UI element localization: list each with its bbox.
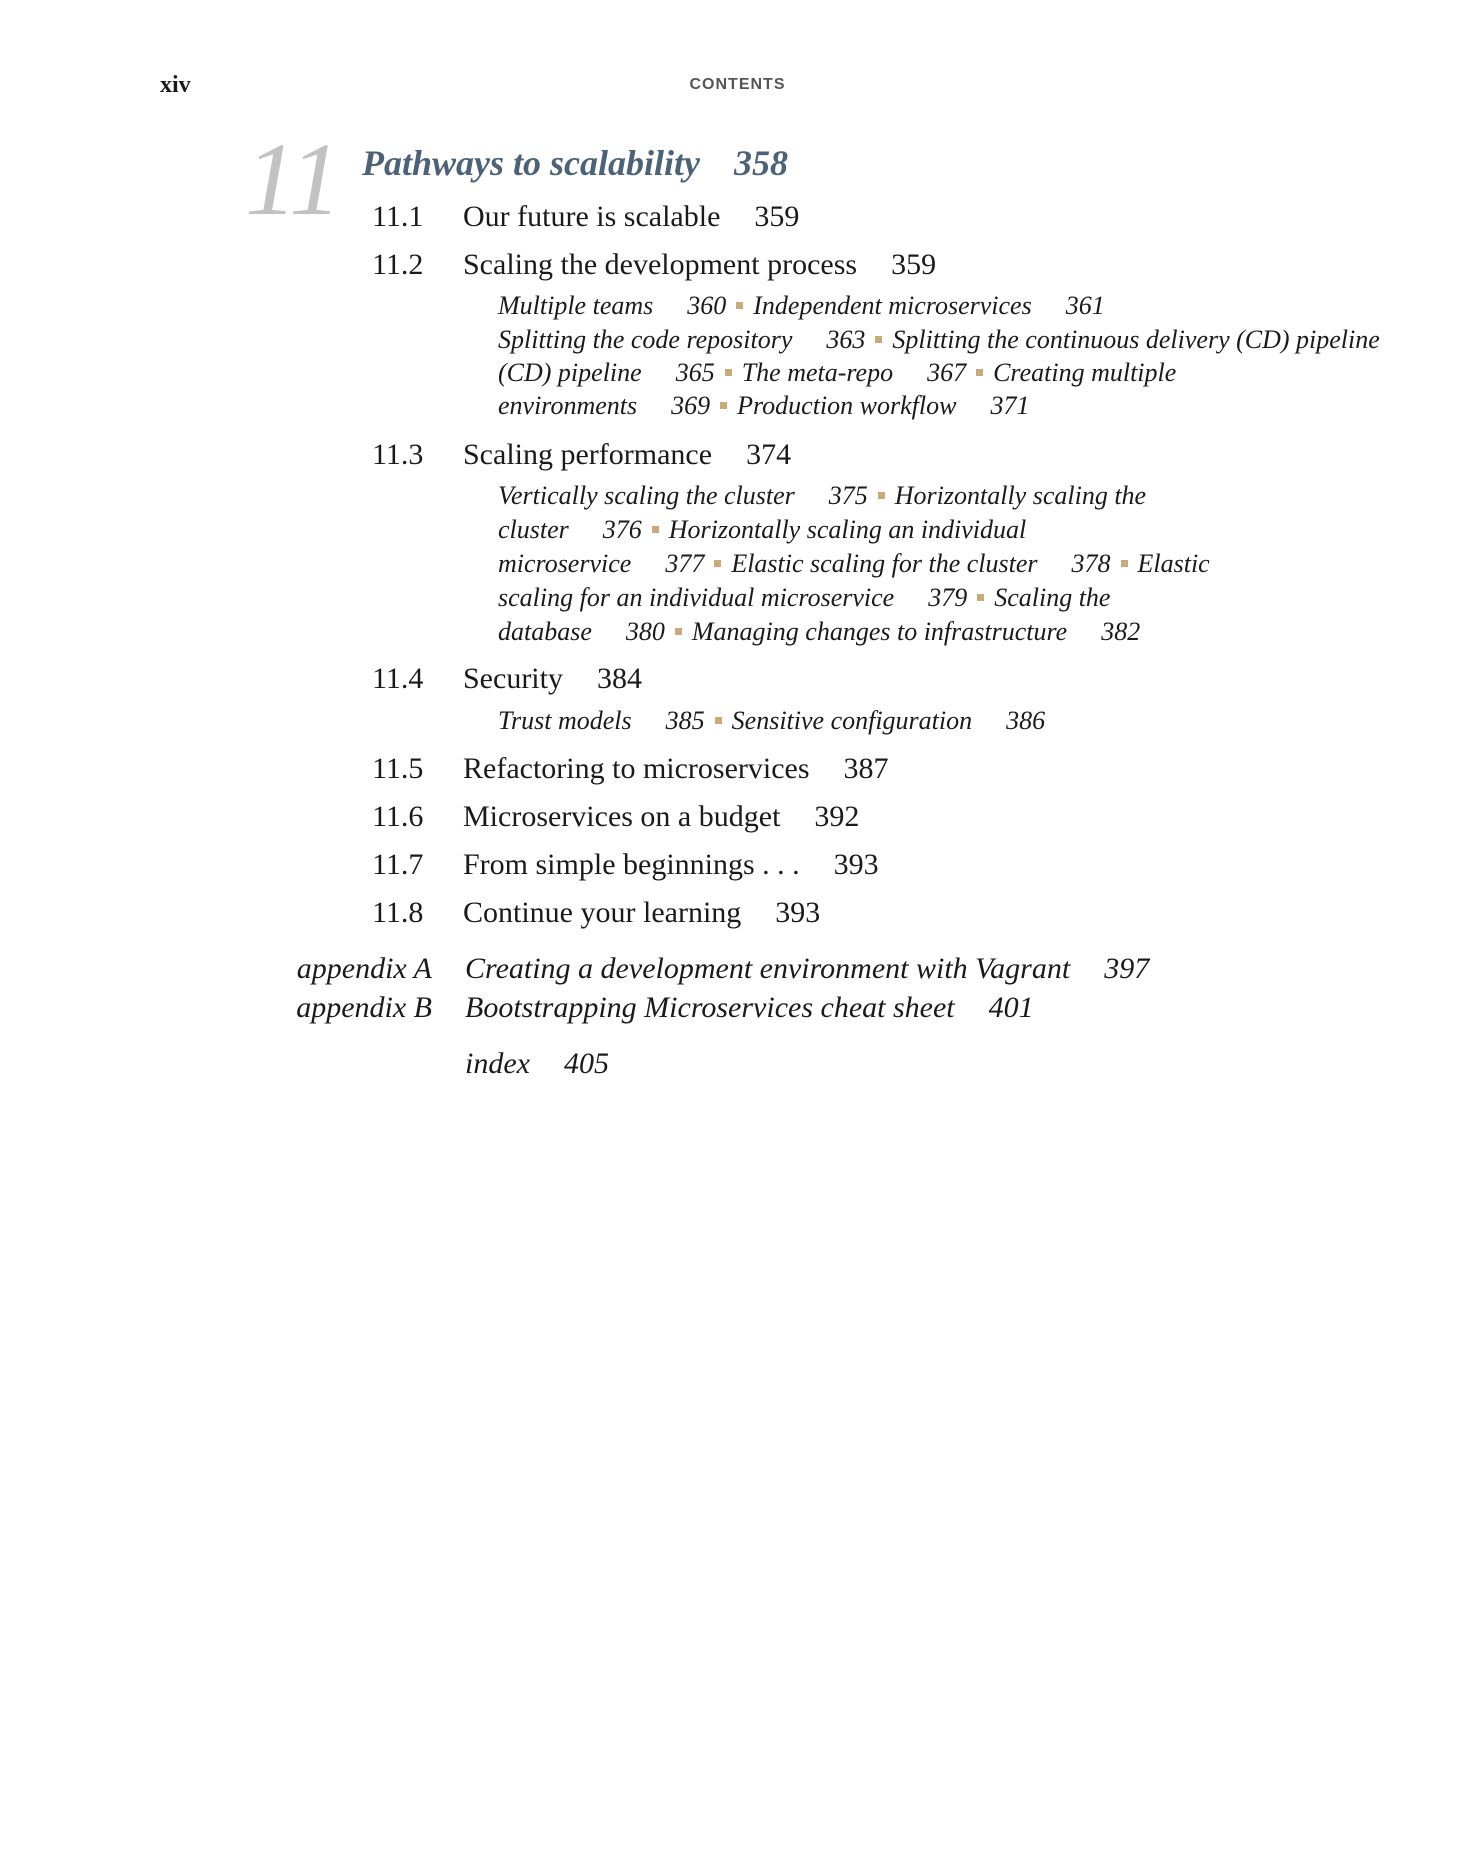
subsection-page: 378	[1071, 549, 1111, 578]
section-title: Continue your learning	[463, 896, 742, 929]
subsection-page: 382	[1101, 617, 1141, 646]
toc-section[interactable]	[372, 248, 936, 282]
bullet-separator-icon	[725, 369, 732, 376]
toc-section[interactable]	[372, 438, 791, 472]
subsection-title-continued: (CD) pipeline	[498, 358, 642, 387]
toc-subsection-line	[498, 358, 1176, 388]
chapter-title[interactable]	[362, 142, 788, 184]
section-number: 11.2	[372, 248, 424, 281]
section-number: 11.8	[372, 896, 424, 929]
section-page: 384	[596, 662, 642, 695]
bullet-separator-icon	[977, 594, 984, 601]
section-page: 359	[754, 200, 800, 233]
section-number: 11.5	[372, 752, 424, 785]
appendix-title: Creating a development environment with Vagrant	[465, 952, 1071, 985]
subsection-title[interactable]: Vertically scaling the cluster	[498, 481, 795, 510]
toc-subsection-line	[498, 391, 1029, 421]
bullet-separator-icon	[714, 560, 721, 567]
appendix-label: appendix B	[296, 991, 432, 1024]
subsection-title[interactable]: Independent microservices	[753, 291, 1032, 320]
subsection-page: 371	[990, 391, 1030, 420]
subsection-page: 380	[625, 617, 665, 646]
toc-section[interactable]	[372, 896, 820, 930]
subsection-title-continued: cluster	[498, 515, 569, 544]
subsection-title-part[interactable]: Elastic	[1137, 549, 1210, 578]
subsection-title[interactable]: Multiple teams	[498, 291, 654, 320]
appendix-label: appendix A	[296, 952, 432, 985]
bullet-separator-icon	[715, 717, 722, 724]
index-entry[interactable]	[465, 1047, 609, 1081]
section-number: 11.3	[372, 438, 424, 471]
toc-section[interactable]	[372, 200, 799, 234]
toc-subsection-line	[498, 549, 1210, 579]
subsection-title[interactable]: Production workflow	[737, 391, 957, 420]
subsection-title[interactable]: Trust models	[498, 706, 632, 735]
toc-subsection-line	[498, 515, 1026, 545]
toc-subsection-line	[498, 325, 1380, 355]
bullet-separator-icon	[736, 302, 743, 309]
subsection-title-part[interactable]: Scaling the	[994, 583, 1111, 612]
section-page: 359	[891, 248, 937, 281]
section-title: Scaling the development process	[463, 248, 858, 281]
subsection-page: 360	[687, 291, 727, 320]
subsection-title-part[interactable]: Horizontally scaling the	[894, 481, 1147, 510]
index-label: index	[465, 1047, 530, 1080]
section-title: Microservices on a budget	[463, 800, 781, 833]
toc-subsection-line	[498, 291, 1105, 321]
section-page: 374	[746, 438, 792, 471]
subsection-page: 375	[828, 481, 868, 510]
section-title: Refactoring to microservices	[463, 752, 810, 785]
toc-subsection-line	[498, 583, 1110, 613]
appendix-page: 401	[988, 991, 1034, 1024]
appendix-entry[interactable]	[465, 952, 1149, 986]
section-number: 11.1	[372, 200, 424, 233]
toc-subsection-line	[498, 617, 1140, 647]
subsection-page: 377	[665, 549, 705, 578]
section-title: Our future is scalable	[463, 200, 721, 233]
bullet-separator-icon	[976, 369, 983, 376]
toc-section[interactable]	[372, 848, 879, 882]
bullet-separator-icon	[675, 628, 682, 635]
bullet-separator-icon	[1121, 560, 1128, 567]
toc-section[interactable]	[372, 662, 642, 696]
subsection-page: 363	[826, 325, 866, 354]
section-title: Security	[463, 662, 563, 695]
subsection-page: 367	[927, 358, 967, 387]
chapter-title-text: Pathways to scalability	[362, 143, 700, 183]
subsection-title-part[interactable]: Creating multiple	[993, 358, 1177, 387]
subsection-page: 365	[675, 358, 715, 387]
section-page: 392	[814, 800, 860, 833]
subsection-page: 385	[665, 706, 705, 735]
subsection-title[interactable]: Elastic scaling for the cluster	[731, 549, 1038, 578]
subsection-page: 361	[1065, 291, 1105, 320]
subsection-title[interactable]: Managing changes to infrastructure	[691, 617, 1068, 646]
running-head: CONTENTS	[689, 76, 786, 93]
toc-subsection-line	[498, 706, 1045, 736]
appendix-page: 397	[1104, 952, 1150, 985]
subsection-title-continued: scaling for an individual microservice	[498, 583, 895, 612]
subsection-title[interactable]: Splitting the code repository	[498, 325, 793, 354]
toc-section[interactable]	[372, 752, 889, 786]
bullet-separator-icon	[652, 526, 659, 533]
section-number: 11.4	[372, 662, 424, 695]
bullet-separator-icon	[720, 402, 727, 409]
subsection-title[interactable]: The meta-repo	[741, 358, 894, 387]
bullet-separator-icon	[878, 492, 885, 499]
bullet-separator-icon	[875, 336, 882, 343]
subsection-title-continued: microservice	[498, 549, 632, 578]
chapter-page: 358	[734, 143, 788, 183]
subsection-page: 376	[602, 515, 642, 544]
section-page: 393	[775, 896, 821, 929]
toc-section[interactable]	[372, 800, 859, 834]
subsection-title[interactable]: Splitting the continuous delivery (CD) pipeline	[892, 325, 1380, 354]
section-page: 387	[843, 752, 889, 785]
section-number: 11.6	[372, 800, 424, 833]
section-number: 11.7	[372, 848, 424, 881]
page-number: xiv	[160, 72, 191, 98]
subsection-page: 379	[928, 583, 968, 612]
section-page: 393	[833, 848, 879, 881]
subsection-title-continued: database	[498, 617, 592, 646]
toc-subsection-line	[498, 481, 1146, 511]
index-page: 405	[563, 1047, 609, 1080]
subsection-title-part[interactable]: Horizontally scaling an individual	[668, 515, 1027, 544]
subsection-title-continued: environments	[498, 391, 638, 420]
section-title: Scaling performance	[463, 438, 713, 471]
appendix-entry[interactable]	[465, 991, 1034, 1025]
section-title: From simple beginnings . . .	[463, 848, 800, 881]
appendix-title: Bootstrapping Microservices cheat sheet	[465, 991, 955, 1024]
subsection-title[interactable]: Sensitive configuration	[731, 706, 973, 735]
subsection-page: 386	[1006, 706, 1046, 735]
chapter-number: 11	[245, 122, 342, 237]
subsection-page: 369	[671, 391, 711, 420]
